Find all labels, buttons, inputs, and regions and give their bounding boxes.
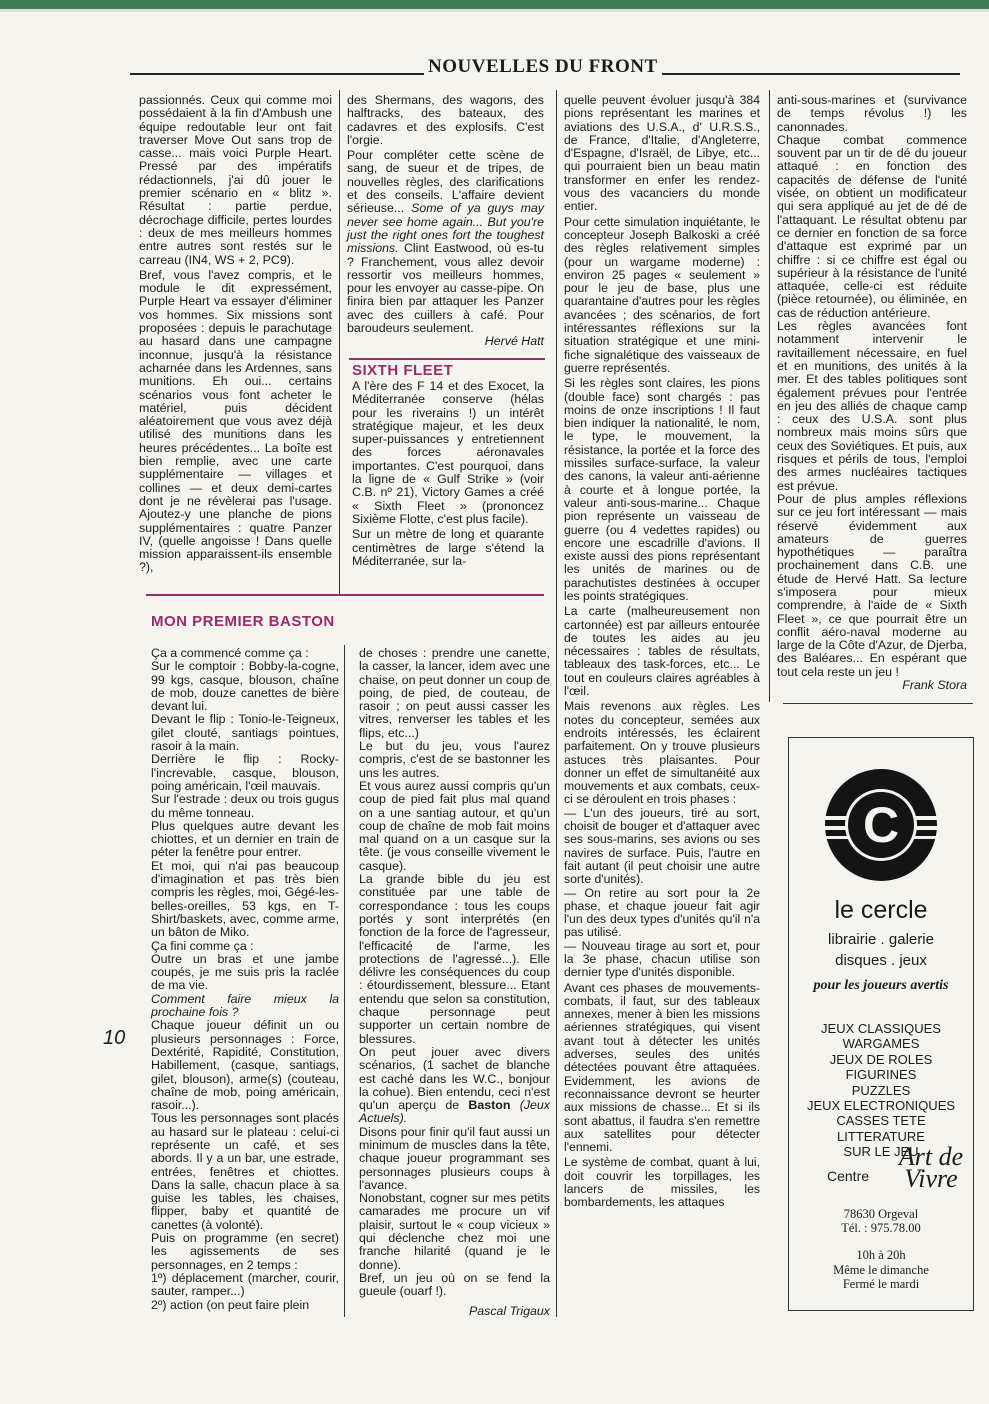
shop-name: le cercle (834, 896, 928, 924)
quote: Some of ya guys may never see home again... But you're just the right ones fort the toughest missions. (347, 201, 544, 256)
section-title-sixth-fleet: SIXTH FLEET (352, 362, 454, 379)
shop-subtitle: librairie . galerie (828, 931, 934, 948)
paragraph: anti-sous-marines et (survivance de temps révolus !) les canonnades. (777, 93, 967, 134)
product-item: LITTERATURE (837, 1128, 925, 1144)
paragraph: Devant le flip : Tonio-le-Teigneux, gilet clouté, santiags pointues, rasoir à la main. (151, 712, 339, 754)
top-color-band-light (0, 9, 989, 12)
review-column-1 (139, 94, 332, 577)
product-item: SUR LE JEU (843, 1144, 919, 1160)
paragraph-text: Clint Eastwood, où es-tu ? Franchement, vous allez devoir ressortir vos meilleurs hommes, pour les envoyer au casse-pipe. On finira bien par attaquer les Panzer avec des cuillers à café. Pour baroudeurs seulement. (347, 241, 544, 336)
paragraph: Ça a commencé comme ça : (151, 646, 309, 660)
le-cercle-logo (817, 764, 945, 891)
column-divider (344, 645, 345, 1317)
paragraph: Les règles avancées font notamment intervenir le ravitaillement nécessaire, en fuel et en munitions, des unités à la mer. Et des tables politiques sont également prévues pour l'entrée en jeu des alliés de chaque camp : ceux des U.S.A. sont plus nombreux mais moins sûrs que ceux des Soviétiques. Et puis, aux risques et périls de tous, l'emploi des armes nucléaires tactiques est prévue. (777, 319, 967, 493)
paragraph: Si les règles sont claires, les pions (double face) sont chargés : pas moins de onze inscriptions ! Il faut bien indiquer la nationalité, le nom, le type, le mouvement, la résistance, la portée et la force des missiles surface-surface, la valeur des canons, la valeur anti-aérienne à courte et à longue portée, la valeur anti-sous-marine... Chaque pion représente un vaisseau de guerre (ou 4 vedettes rapides) ou encore une escadrille d'avions. Il existe aussi des pions représentant les unités de marines ou de parachutistes destinées à occuper les points stratégiques. (564, 376, 760, 603)
hours: 10h à 20h (856, 1248, 906, 1262)
paragraph: des Shermans, des wagons, des halftracks, des bateaux, des cadavres et des explosifs. C'est l'orgie. (347, 93, 544, 147)
page-header (130, 56, 960, 78)
section-rule (349, 358, 545, 360)
paragraph: Avant ces phases de mouvements-combats, il faut, sur des tableaux annexes, mener à bien les missions aériennes stratégiques, qui visent avant tout à détecter les unités adverses, seules des unités détectées pouvant être attaquées. Evidemment, les avions de reconnaissance devront se heurter aux missions de chasse... Et si ils sont abattus, il faudra s'en remettre aux satellites pour détecter l'ennemi. (564, 980, 760, 1155)
signature: Pascal Trigaux (468, 1303, 550, 1318)
centre-label: Centre (827, 1168, 870, 1184)
paragraph: de choses : prendre une canette, la casser, la lancer, idem avec une chaise, on peut donner un coup de poing, de pied, de couteau, de rasoir ; on peut aussi casser les vitres, renverser les tables et les flips, etc...) (359, 646, 550, 740)
paragraph: Sur l'estrade : deux ou trois gugus du même tonneau. (151, 792, 339, 820)
product-list (789, 1021, 973, 1160)
baston-column-2 (359, 647, 550, 1318)
sixth-fleet-column-3 (564, 94, 760, 1212)
paragraph-text: On peut jouer avec divers scénarios, (1 sachet de blanche est caché dans les W.C., bonjour la cohue). Bien entendu, ceci n'est qu'un aperçu de (359, 1044, 550, 1113)
paragraph: La grande bible du jeu est constituée par une table de correspondance : tous les coups portés y sont interprétés (en fonction de la force de l'agresseur, l'efficacité de l'arme, les protections de l'agressé...). Elle délivre les conséquences du coup : étourdissement, blessure... Etant entendu que selon sa constitution, chaque personnage peut supporter un certain nombre de blessures. (359, 872, 550, 1046)
paragraph: Mais revenons aux règles. Les notes du concepteur, semées aux endroits intéressés, les éclairent parfaitement. On y trouve plusieurs astuces très plaisantes. Pour donner un effet de simultanéité aux mouvements et aux combats, ceux-ci se déroulent en trois phases : (564, 699, 760, 807)
product-item: FIGURINES (845, 1067, 917, 1083)
column-divider (769, 90, 770, 702)
paragraph: Et vous aurez aussi compris qu'un coup de pied fait plus mal quand on a une santiag autour, et qu'un coup de chaîne de mob fait moins mal quand on a un casque sur la tête. (je vous conseille vivement le casque). (359, 778, 550, 873)
paragraph: Et moi, qui n'ai pas beaucoup d'imagination et pas très bien compris les règles, moi, Gégé-les-belles-oreilles, 53 kgs, en T-Shirt/baskets, avec, comme arme, un bâton de Miko. (151, 858, 339, 940)
product-item: CASSES TETE (836, 1113, 926, 1129)
paragraph: 1º) déplacement (marcher, courir, sauter, ramper...) (151, 1270, 339, 1299)
paragraph: — L'un des joueurs, tiré au sort, choisit de bouger et d'attaquer avec ses sous-marins, ses avions ou ses navires de surface. Puis, l'autre en fait autant (il peut choisir une autre sorte d'unités). (564, 805, 760, 887)
product-item: WARGAMES (842, 1036, 920, 1052)
section-rule (146, 594, 544, 596)
paragraph: — On retire au sort pour la 2e phase, et chaque joueur fait agir l'un des deux types d'unités qu'il n'a pas utilisé. (564, 885, 760, 940)
product-item: JEUX DE ROLES (829, 1051, 933, 1067)
paragraph: — Nouveau tirage au sort et, pour la 3e phase, chacun utilise son dernier type d'unités disponible. (564, 938, 760, 980)
paragraph (347, 149, 544, 335)
paragraph: La carte (malheureusement non cartonnée) est par ailleurs entourée de toutes les aides au jeu nécessaires : tables de résultats, tableaux des task-forces, etc... Le tout en couleurs claires agréables à l'œil. (564, 604, 760, 699)
game-source: (Jeux Actuels). (359, 1098, 551, 1126)
phone: Tél. : 975.78.00 (841, 1221, 921, 1235)
paragraph: Puis on programme (en secret) les agissements de ses personnages, en 2 temps : (151, 1231, 339, 1272)
paragraph: Bref, un jeu où on se fend la gueule (ouarf !). (359, 1270, 550, 1299)
paragraph: Chaque combat commence souvent par un tir de dé du joueur attaqué : en fonction des capacités de défense de l'unité visée, on obtient un modificateur qui sera appliqué au jet de dé de l'attaquant. Le résultat obtenu par ce dernier en fonction de sa force d'attaque est exprimé par un chiffre : si ce chiffre est égal ou supérieur à la résistance de l'unité attaquée, celle-ci est réduite (pièce retournée), ou éliminée, en cas de réduction antérieure. (777, 132, 967, 320)
sixth-fleet-column-4 (777, 94, 967, 692)
section-title-baston: MON PREMIER BASTON (151, 613, 335, 630)
signature: Frank Stora (902, 678, 967, 693)
baston-column-1 (151, 647, 339, 1312)
paragraph: Sur un mètre de long et quarante centimètres de large s'étend la Méditerranée, sur la- (352, 527, 544, 568)
paragraph: Le système de combat, quant à lui, doit couvrir les torpillages, les lancers de missiles, les bombardements, les attaques (564, 1155, 760, 1210)
paragraph: passionnés. Ceux qui comme moi possédaient à la fin d'Ambush une équipe redoutable leur ont fait traverser Move Out sans trop de casse... mais voici Purple Heart. Pressé par des impératifs rédactionnels, j'ai dû jouer le premier scénario en « blitz ». Résultat : partie perdue, décrochage difficile, pertes lourdes : deux de mes meilleurs hommes entre autres sont restés sur le carreau (IN4, WS + 2, PC9). (139, 93, 332, 267)
column-divider (339, 90, 340, 595)
closed-note: Fermé le mardi (842, 1277, 920, 1291)
paragraph: quelle peuvent évoluer jusqu'à 384 pions représentant les marines et aviations des U.S.A., d' U.R.S.S., de France, d'Italie, d'Angleterre, d'Espagne, d'Israël, de Libye, etc... qui pourraient bien un beau matin transformer en enfer les rendez-vous des vacanciers du monde entier. (564, 93, 760, 214)
shop-subtitle: disques . jeux (835, 952, 927, 969)
opening-hours (789, 1248, 973, 1292)
signature: Hervé Hatt (484, 334, 544, 349)
paragraph: Le but du jeu, vous l'aurez compris, c'est de se bastonner les uns les autres. (359, 739, 550, 780)
paragraph: Chaque joueur définit un ou plusieurs personnages : Force, Dextérité, Rapidité, Constitution, Habillement, (casque, santiags, gilet, blouson), arme(s) (couteau, chaîne de mob, poing américain, rasoir...). (151, 1018, 339, 1113)
paragraph: Pour cette simulation inquiétante, le concepteur Joseph Balkoski a créé des règles relativement simples (pour un wargame moderne) : environ 25 pages « seulement » pour le jeu de base, plus une quarantaine d'autres pour les règles avancées ; des scénarios, de fort intéressantes réflexions sur la situation stratégique et une mini-fiche signalétique des vaisseaux de guerre représentés. (564, 214, 760, 375)
top-color-band (0, 0, 989, 9)
paragraph: Sur le comptoir : Bobby-la-cogne, 99 kgs, casque, blouson, chaîne de mob, douze canettes de bière devant lui. (151, 659, 339, 714)
game-name: Baston (468, 1098, 511, 1113)
le-cercle-advertisement (788, 737, 974, 1311)
paragraph: Derrière le flip : Rocky-l'increvable, casque, blouson, poing américain, l'œil mauvais. (151, 752, 339, 793)
paragraph: A l'ère des F 14 et des Exocet, la Méditerranée conserve (hélas pour les riverains !) un intérêt stratégique majeur, et les deux super-puissances y entretiennent des forces aéronavales importantes. C'est pourquoi, dans la ligne de « Gulf Strike » (voir C.B. nº 21), Victory Games a créé « Sixth Fleet » (prononcez Sixième Flotte, c'est plus facile). (352, 379, 544, 526)
product-item: JEUX CLASSIQUES (821, 1021, 941, 1036)
paragraph: Nonobstant, cogner sur mes petits camarades me procure un vif plaisir, surtout le « coup vicieux » qui déclenche chez moi une franche hilarité (quand je le donne). (359, 1191, 550, 1272)
page-number: 10 (103, 1027, 126, 1049)
column-divider (556, 90, 557, 1317)
question: Comment faire mieux la prochaine fois ? (151, 991, 339, 1020)
product-item: PUZZLES (851, 1082, 911, 1098)
sixth-fleet-intro (352, 380, 544, 570)
paragraph: Plus quelques autre devant les chiottes, et un dernier en train de péter la fenêtre pour entrer. (151, 818, 339, 860)
ad-separator (783, 703, 973, 704)
address (789, 1207, 973, 1235)
address-line: 78630 Orgeval (843, 1207, 919, 1221)
art-de-vivre-logo: Art de Vivre (898, 1142, 964, 1193)
paragraph (359, 1046, 550, 1126)
paragraph: Disons pour finir qu'il faut aussi un minimum de muscles dans la tête, chaque joueur programmant ses personnages plusieurs coups à l'avance. (359, 1124, 550, 1192)
paragraph: 2º) action (on peut faire plein (151, 1297, 310, 1312)
paragraph: Tous les personnages sont placés au hasard sur le plateau : celui-ci représente un café, et ses abords. Il y a un bar, une estrade, entrées, fenêtres et chiottes. Dans la salle, chacun place à sa guise les tables, les chaises, flipper, baby et quantité de canettes (à volonté). (151, 1111, 339, 1232)
logo-letter: C (862, 797, 900, 853)
paragraph: Outre un bras et une jambe coupés, je me suis pris la raclée de ma vie. (151, 951, 339, 993)
sunday-note: Même le dimanche (833, 1262, 929, 1277)
page-title: NOUVELLES DU FRONT (424, 56, 662, 78)
tagline: pour les joueurs avertis (813, 978, 949, 993)
paragraph: Bref, vous l'avez compris, et le module le dit expressément, Purple Heart va essayer d'éliminer vos hommes. Six missions sont proposées : depuis le parachutage au hasard dans une campagne inconnue, jusqu'à la résistance acharnée dans les Ardennes, sans munitions. Eh oui... certains scénarios vous font acheter le matériel, puis décident aléatoirement que vous avez déjà utilisé des munitions dans les heures précédentes... La boîte est bien remplie, avec une carte supplémentaire — villages et collines — et deux demi-cartes dont je ne révèlerai pas l'usage. Ajoutez-y une planche de pions supplémentaires : quatre Panzer IV, (quelle angoisse ! Dans quelle mission apparaissent-ils ensemble ?), (139, 267, 332, 575)
review-column-2 (347, 94, 544, 349)
paragraph: Pour de plus amples réflexions sur ce jeu fort intéressant — mais réservé évidemment aux amateurs de guerres hypothétiques — paraîtra prochainement dans C.B. une étude de Hervé Hatt. Sa lecture s'imposera pour mieux comprendre, à l'aide de « Sixth Fleet », ce que pourrait être un conflit aéro-naval moderne au large de la Côte d'Azur, de Djerba, des Baléares... En espérant que tout cela reste un jeu ! (777, 491, 967, 679)
product-item: JEUX ELECTRONIQUES (806, 1098, 956, 1114)
paragraph: Ça fini comme ça : (151, 938, 254, 953)
paragraph-text: Pour compléter cette scène de sang, de sueur et de tripes, de nouvelles règles, des clarifications et des conseils. L'affaire devient sérieuse... (347, 148, 544, 216)
